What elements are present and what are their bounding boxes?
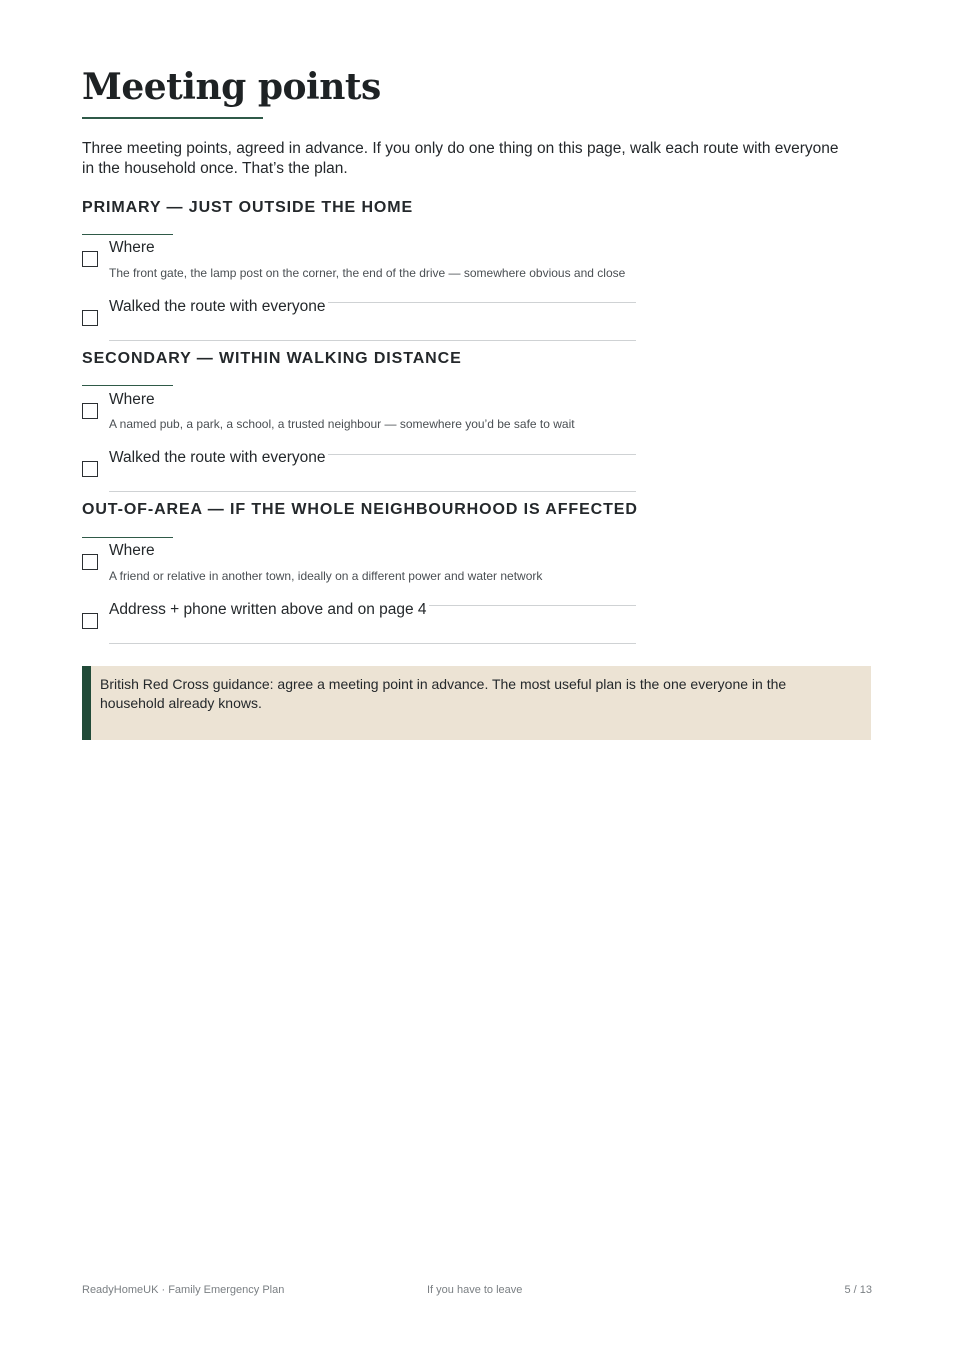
where-hint-out-of-area: A friend or relative in another town, ideally on a different power and water network — [109, 569, 543, 583]
callout-text: British Red Cross guidance: agree a meeting point in advance. The most useful plan is the one everyone in the household already knows. — [100, 676, 787, 711]
footer-document-name: ReadyHomeUK · Family Emergency Plan — [82, 1284, 285, 1296]
address-written-label-out-of-area: Address + phone written above and on page 4 — [109, 601, 427, 618]
footer-page-number: 5 / 13 — [844, 1284, 872, 1296]
where-hint-primary: The front gate, the lamp post on the corner, the end of the drive — somewhere obvious and close — [109, 266, 626, 280]
where-checkbox-secondary[interactable] — [82, 403, 98, 419]
section-rule-secondary — [82, 385, 173, 386]
section-rule-primary — [82, 234, 173, 235]
write-line-out-of-area-bottom[interactable] — [109, 643, 636, 644]
write-line-primary-bottom[interactable] — [109, 340, 636, 341]
where-label-secondary: Where — [109, 391, 155, 408]
intro-paragraph: Three meeting points, agreed in advance. If you only do one thing on this page, walk each route with everyone in the household once. That’s the plan. — [82, 140, 839, 177]
where-hint-secondary: A named pub, a park, a school, a trusted neighbour — somewhere you’d be safe to wait — [109, 417, 575, 431]
walked-route-label-primary: Walked the route with everyone — [109, 298, 326, 315]
page — [82, 0, 872, 1348]
walked-route-checkbox-primary[interactable] — [82, 310, 98, 326]
title-underline — [82, 117, 263, 119]
callout-accent-bar — [82, 666, 91, 740]
address-written-checkbox-out-of-area[interactable] — [82, 613, 98, 629]
section-rule-out-of-area — [82, 537, 173, 538]
guidance-callout — [82, 666, 871, 740]
section-heading-out-of-area: OUT-OF-AREA — IF THE WHOLE NEIGHBOURHOOD IS AFFECTED — [82, 501, 638, 518]
walked-route-checkbox-secondary[interactable] — [82, 461, 98, 477]
where-label-out-of-area: Where — [109, 542, 155, 559]
page-title: Meeting points — [82, 66, 381, 108]
section-heading-secondary: SECONDARY — WITHIN WALKING DISTANCE — [82, 350, 462, 367]
write-line-secondary-bottom[interactable] — [109, 491, 636, 492]
where-checkbox-out-of-area[interactable] — [82, 554, 98, 570]
where-label-primary: Where — [109, 239, 155, 256]
where-checkbox-primary[interactable] — [82, 251, 98, 267]
walked-route-label-secondary: Walked the route with everyone — [109, 449, 326, 466]
footer-section-name: If you have to leave — [427, 1284, 523, 1296]
section-heading-primary: PRIMARY — JUST OUTSIDE THE HOME — [82, 199, 414, 216]
